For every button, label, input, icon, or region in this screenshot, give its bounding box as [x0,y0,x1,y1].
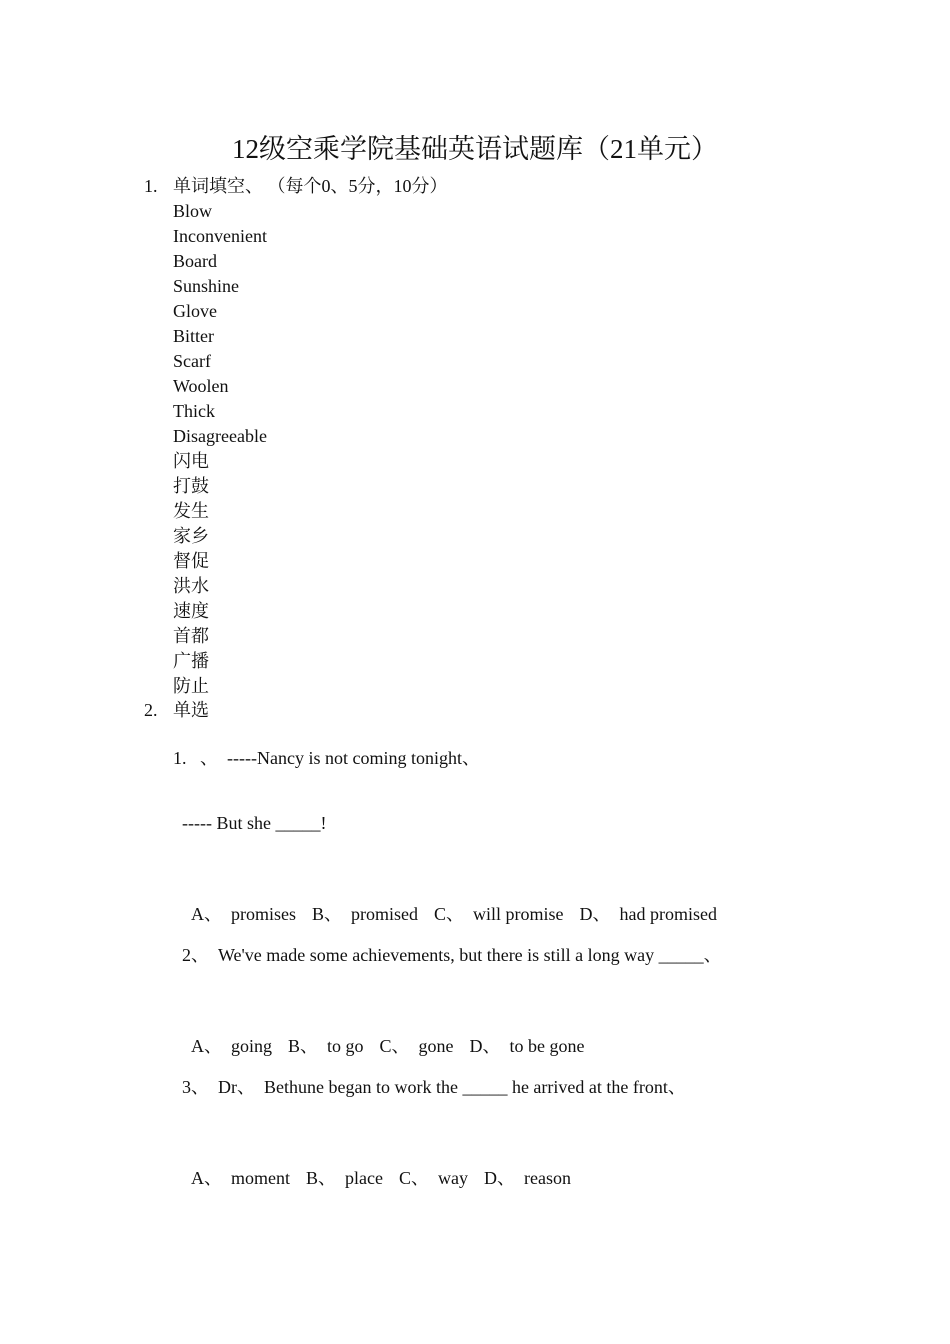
option-d: D、 reason [483,1168,571,1188]
option-a: A、 moment [191,1168,290,1188]
section-2-number: 2. [144,700,158,720]
word-item: 家乡 [173,526,209,546]
word-item: 督促 [173,551,209,571]
option-c: C、 way [398,1168,468,1188]
word-item: 速度 [173,601,209,621]
word-item: 广播 [173,651,209,671]
option-b: B、 place [306,1168,383,1188]
option-b: B、 to go [288,1036,364,1056]
word-item: 洪水 [173,576,209,596]
option-c: C、 will promise [434,904,564,924]
word-item: Disagreeable [173,426,267,446]
option-a: A、 going [191,1036,272,1056]
option-a: A、 promises [191,904,296,924]
option-d: D、 to be gone [469,1036,585,1056]
word-item: Inconvenient [173,226,267,246]
word-item: Glove [173,301,217,321]
page-title: 12级空乘学院基础英语试题库（21单元） [232,134,718,164]
word-item: 首都 [173,626,209,646]
word-item: Scarf [173,351,211,371]
word-item: 防止 [173,676,209,696]
question-1-reply: ----- But she _____! [182,813,327,833]
question-3-options [182,1141,587,1191]
section-1-number: 1. [144,176,158,196]
option-c: C、 gone [379,1036,454,1056]
word-item: Sunshine [173,276,240,296]
question-2-options [182,1009,601,1059]
section-2-title: 单选 [173,700,209,720]
vocabulary-list [173,199,267,699]
word-item: Blow [173,201,213,221]
section-1-title: 单词填空、 （每个0、5分，10分） [173,176,448,196]
question-1-options [182,877,733,927]
question-2-prompt: 2、 We've made some achievements, but there is still a long way _____、 [182,945,722,965]
question-3-prompt: 3、 Dr、 Bethune began to work the _____ he arrived at the front、 [182,1077,686,1097]
word-item: 闪电 [173,451,209,471]
word-item: Bitter [173,326,214,346]
option-b: B、 promised [312,904,418,924]
word-item: Thick [173,401,215,421]
word-item: Board [173,251,217,271]
question-1-prompt: 1. 、 -----Nancy is not coming tonight、 [173,748,480,768]
option-d: D、 had promised [579,904,717,924]
word-item: 打鼓 [173,476,209,496]
word-item: Woolen [173,376,229,396]
word-item: 发生 [173,501,209,521]
